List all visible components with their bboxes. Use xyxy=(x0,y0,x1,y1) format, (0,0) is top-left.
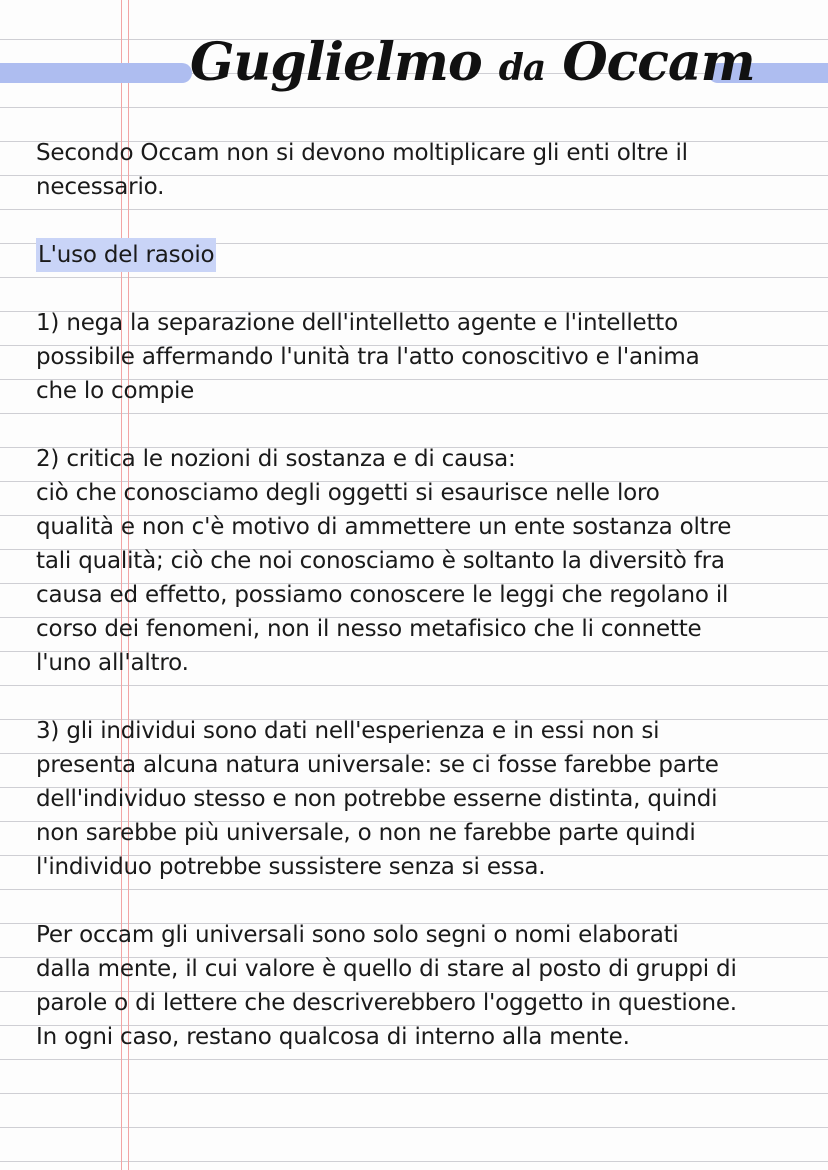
section-subtitle: L'uso del rasoio xyxy=(36,238,216,272)
text-line: non sarebbe più universale, o non ne farebbe parte quindi xyxy=(36,820,696,846)
text-line: l'uno all'altro. xyxy=(36,650,189,676)
text-line: necessario. xyxy=(36,174,165,200)
text-line: 2) critica le nozioni di sostanza e di causa: xyxy=(36,446,516,472)
page-title xyxy=(190,18,755,108)
title-name: Guglielmo xyxy=(190,32,482,93)
text-line: parole o di lettere che descriverebbero l'oggetto in questione. xyxy=(36,990,737,1016)
title-connector: da xyxy=(498,47,546,89)
text-line: corso dei fenomeni, non il nesso metafisico che li connette xyxy=(36,616,702,642)
text-line: qualità e non c'è motivo di ammettere un ente sostanza oltre xyxy=(36,514,732,540)
text-line: dalla mente, il cui valore è quello di stare al posto di gruppi di xyxy=(36,956,737,982)
text-line: ciò che conosciamo degli oggetti si esaurisce nelle loro xyxy=(36,480,660,506)
text-line: Secondo Occam non si devono moltiplicare gli enti oltre il xyxy=(36,140,688,166)
text-line: Per occam gli universali sono solo segni o nomi elaborati xyxy=(36,922,679,948)
subtitle-paragraph xyxy=(36,238,796,272)
text-line: dell'individuo stesso e non potrebbe esserne distinta, quindi xyxy=(36,786,718,812)
point-2-paragraph xyxy=(36,442,796,680)
text-line: l'individuo potrebbe sussistere senza si essa. xyxy=(36,854,546,880)
text-line: presenta alcuna natura universale: se ci fosse farebbe parte xyxy=(36,752,719,778)
text-line: causa ed effetto, possiamo conoscere le leggi che regolano il xyxy=(36,582,729,608)
text-line: 3) gli individui sono dati nell'esperienza e in essi non si xyxy=(36,718,660,744)
point-1-paragraph xyxy=(36,306,796,408)
text-line: tali qualità; ciò che noi conosciamo è soltanto la diversitò fra xyxy=(36,548,725,574)
point-3-paragraph xyxy=(36,714,796,884)
text-line: che lo compie xyxy=(36,378,195,404)
title-highlight-left xyxy=(0,63,192,83)
notes-body xyxy=(36,136,796,1088)
text-line: possibile affermando l'unità tra l'atto conoscitivo e l'anima xyxy=(36,344,700,370)
text-line: In ogni caso, restano qualcosa di interno alla mente. xyxy=(36,1024,630,1050)
conclusion-paragraph xyxy=(36,918,796,1054)
intro-paragraph xyxy=(36,136,796,204)
title-surname: Occam xyxy=(562,32,755,93)
text-line: 1) nega la separazione dell'intelletto agente e l'intelletto xyxy=(36,310,678,336)
